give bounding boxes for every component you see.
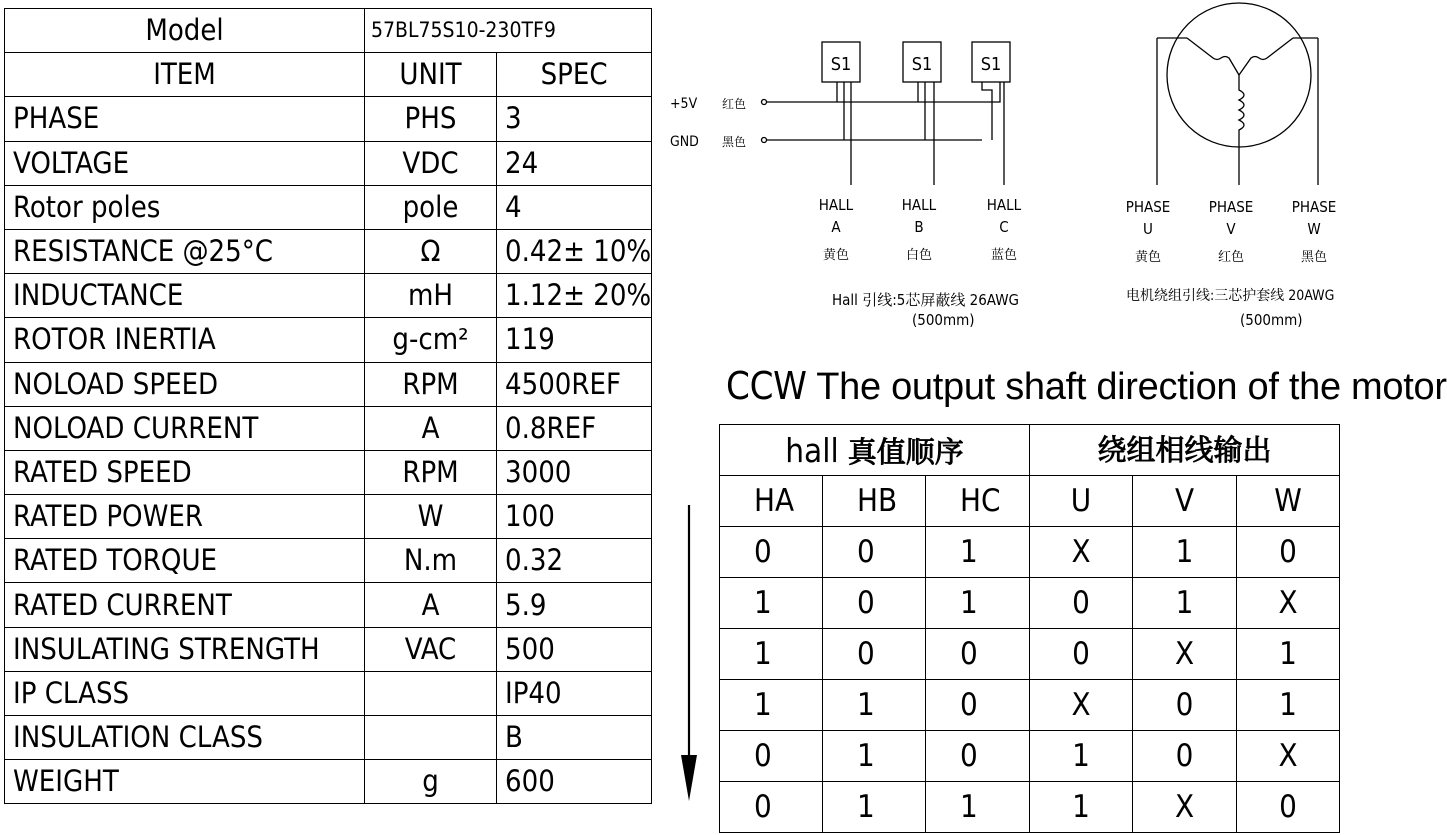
spec-row: [5, 716, 652, 760]
truth-cell: X: [1030, 527, 1133, 578]
truth-row: [720, 527, 1340, 578]
hall-b-line2: B: [914, 218, 924, 236]
truth-cell: 0: [1133, 731, 1237, 782]
spec-item-cell: RATED CURRENT: [5, 583, 365, 627]
header-spec: SPEC: [497, 53, 652, 97]
phase-u-line2: U: [1143, 220, 1153, 238]
truth-cell: 1: [823, 680, 926, 731]
spec-table: [4, 8, 652, 804]
truth-column-header: V: [1133, 476, 1237, 527]
spec-unit-cell: g-cm²: [365, 318, 497, 362]
spec-value-cell: 5.9: [497, 583, 652, 627]
spec-row: [5, 185, 652, 229]
truth-cell: 1: [823, 782, 926, 833]
truth-cell: 1: [926, 578, 1030, 629]
phase-u-color: 黄色: [1134, 250, 1162, 265]
hall-a-color: 黄色: [822, 248, 850, 263]
phase-v-line2: V: [1226, 220, 1236, 238]
spec-row: [5, 627, 652, 671]
supply-5v-terminal: [762, 100, 767, 105]
phase-u-line1: PHASE: [1125, 198, 1171, 216]
spec-unit-cell: RPM: [365, 362, 497, 406]
truth-row: [720, 731, 1340, 782]
header-unit: UNIT: [365, 53, 497, 97]
truth-cell: 0: [1030, 629, 1133, 680]
spec-item-cell: VOLTAGE: [5, 141, 365, 185]
phase-v-line1: PHASE: [1208, 198, 1254, 216]
spec-item-cell: NOLOAD SPEED: [5, 362, 365, 406]
spec-item-cell: Rotor poles: [5, 185, 365, 229]
truth-cell: 0: [1133, 680, 1237, 731]
phase-v-color: 红色: [1217, 250, 1245, 265]
sensor-a-label: S1: [830, 54, 852, 75]
spec-unit-cell: W: [365, 495, 497, 539]
spec-value-cell: 0.42± 10%: [497, 229, 652, 273]
spec-unit-cell: [365, 671, 497, 715]
truth-cell: 1: [1237, 680, 1340, 731]
phase-w-line2: W: [1307, 220, 1321, 238]
truth-cell: 0: [926, 629, 1030, 680]
hall-sequence-header: [720, 425, 1030, 476]
truth-cell: 1: [823, 731, 926, 782]
spec-value-cell: IP40: [497, 671, 652, 715]
spec-value-cell: 500: [497, 627, 652, 671]
spec-item-cell: RATED POWER: [5, 495, 365, 539]
spec-item-cell: NOLOAD CURRENT: [5, 406, 365, 450]
truth-cell: X: [1133, 629, 1237, 680]
truth-cell: 1: [1133, 578, 1237, 629]
spec-item-cell: WEIGHT: [5, 760, 365, 804]
gnd-label: GND: [670, 134, 699, 150]
spec-row: [5, 229, 652, 273]
spec-row: [5, 141, 652, 185]
spec-table-body: [5, 9, 652, 804]
spec-value-cell: B: [497, 716, 652, 760]
phase-w-color: 黑色: [1300, 250, 1328, 265]
truth-cell: X: [1030, 680, 1133, 731]
spec-value-cell: 24: [497, 141, 652, 185]
spec-row: [5, 97, 652, 141]
spec-row: [5, 760, 652, 804]
hall-b-color: 白色: [905, 248, 933, 263]
spec-value-cell: 3000: [497, 450, 652, 494]
spec-item-cell: INSULATING STRENGTH: [5, 627, 365, 671]
spec-row: [5, 583, 652, 627]
model-row: [5, 9, 652, 53]
spec-unit-cell: [365, 716, 497, 760]
hall-sequence-word: 真值顺序: [847, 434, 964, 469]
spec-value-cell: 100: [497, 495, 652, 539]
hall-cable-length: (500mm): [912, 311, 975, 329]
direction-text: The output shaft direction of the motor: [816, 366, 1447, 408]
spec-unit-cell: VDC: [365, 141, 497, 185]
truth-row: [720, 680, 1340, 731]
spec-value-cell: 0.8REF: [497, 406, 652, 450]
truth-table-body: [720, 425, 1340, 833]
spec-row: [5, 406, 652, 450]
spec-item-cell: ROTOR INERTIA: [5, 318, 365, 362]
hall-truth-table: [719, 424, 1340, 833]
wiring-diagram: [660, 0, 1375, 345]
phase-output-header: 绕组相线输出: [1030, 425, 1340, 476]
truth-cell: 1: [926, 782, 1030, 833]
spec-unit-cell: PHS: [365, 97, 497, 141]
motor-cable-length: (500mm): [1240, 311, 1303, 329]
truth-column-header: HC: [926, 476, 1030, 527]
truth-group-row: [720, 425, 1340, 476]
spec-item-cell: INSULATION CLASS: [5, 716, 365, 760]
spec-unit-cell: N.m: [365, 539, 497, 583]
spec-value-cell: 119: [497, 318, 652, 362]
truth-cell: 0: [1030, 578, 1133, 629]
truth-row: [720, 782, 1340, 833]
truth-cell: 1: [1030, 731, 1133, 782]
motor-cable-spec: 电机绕组引线:三芯护套线 20AWG: [1126, 288, 1335, 304]
truth-column-header: HB: [823, 476, 926, 527]
hall-word: hall: [785, 430, 839, 470]
hall-cable-spec: Hall 引线:5芯屏蔽线 26AWG: [832, 291, 1020, 309]
supply-5v-label: +5V: [670, 96, 698, 112]
truth-cell: 1: [720, 680, 823, 731]
spec-value-cell: 1.12± 20%: [497, 274, 652, 318]
truth-column-header: W: [1237, 476, 1340, 527]
gnd-terminal: [762, 138, 767, 143]
truth-cell: 0: [823, 629, 926, 680]
truth-cell: 0: [823, 527, 926, 578]
truth-cell: X: [1133, 782, 1237, 833]
spec-unit-cell: A: [365, 583, 497, 627]
spec-row: [5, 495, 652, 539]
spec-item-cell: RATED SPEED: [5, 450, 365, 494]
truth-cell: 1: [926, 527, 1030, 578]
direction-label: [726, 364, 1447, 409]
spec-unit-cell: A: [365, 406, 497, 450]
truth-row: [720, 578, 1340, 629]
spec-item-cell: PHASE: [5, 97, 365, 141]
hall-a-line1: HALL: [818, 196, 854, 214]
direction-prefix: CCW: [726, 364, 807, 408]
model-value: 57BL75S10-230TF9: [365, 9, 652, 53]
spec-item-cell: INDUCTANCE: [5, 274, 365, 318]
truth-cell: X: [1237, 578, 1340, 629]
spec-header-row: [5, 53, 652, 97]
header-item: ITEM: [5, 53, 365, 97]
spec-unit-cell: RPM: [365, 450, 497, 494]
truth-cell: 1: [1133, 527, 1237, 578]
spec-row: [5, 539, 652, 583]
truth-column-header-row: [720, 476, 1340, 527]
hall-c-color: 蓝色: [990, 248, 1018, 263]
truth-cell: 1: [720, 578, 823, 629]
spec-unit-cell: Ω: [365, 229, 497, 273]
spec-item-cell: RESISTANCE @25°C: [5, 229, 365, 273]
spec-row: [5, 362, 652, 406]
truth-cell: 1: [1030, 782, 1133, 833]
spec-row: [5, 450, 652, 494]
truth-cell: 0: [1237, 527, 1340, 578]
spec-unit-cell: pole: [365, 185, 497, 229]
spec-value-cell: 3: [497, 97, 652, 141]
truth-cell: 0: [926, 680, 1030, 731]
hall-c-line2: C: [999, 218, 1009, 236]
truth-cell: 1: [720, 629, 823, 680]
spec-value-cell: 4: [497, 185, 652, 229]
model-label: Model: [5, 9, 365, 53]
truth-cell: X: [1237, 731, 1340, 782]
truth-cell: 0: [720, 782, 823, 833]
hall-a-line2: A: [831, 218, 841, 236]
truth-cell: 0: [926, 731, 1030, 782]
spec-value-cell: 4500REF: [497, 362, 652, 406]
spec-unit-cell: VAC: [365, 627, 497, 671]
sensor-b-label: S1: [911, 54, 933, 75]
supply-5v-color: 红色: [722, 97, 747, 111]
spec-row: [5, 274, 652, 318]
truth-cell: 1: [1237, 629, 1340, 680]
sequence-direction-arrow: [676, 505, 702, 805]
spec-unit-cell: g: [365, 760, 497, 804]
spec-item-cell: IP CLASS: [5, 671, 365, 715]
spec-value-cell: 0.32: [497, 539, 652, 583]
truth-cell: 0: [720, 527, 823, 578]
truth-cell: 0: [823, 578, 926, 629]
spec-item-cell: RATED TORQUE: [5, 539, 365, 583]
phase-w-line1: PHASE: [1291, 198, 1337, 216]
truth-cell: 0: [720, 731, 823, 782]
gnd-color: 黑色: [722, 135, 747, 149]
spec-value-cell: 600: [497, 760, 652, 804]
spec-unit-cell: mH: [365, 274, 497, 318]
hall-c-line1: HALL: [986, 196, 1022, 214]
spec-row: [5, 318, 652, 362]
hall-b-line1: HALL: [901, 196, 937, 214]
spec-row: [5, 671, 652, 715]
truth-row: [720, 629, 1340, 680]
sensor-c-label: S1: [980, 54, 1002, 75]
truth-cell: 0: [1237, 782, 1340, 833]
truth-column-header: HA: [720, 476, 823, 527]
truth-column-header: U: [1030, 476, 1133, 527]
